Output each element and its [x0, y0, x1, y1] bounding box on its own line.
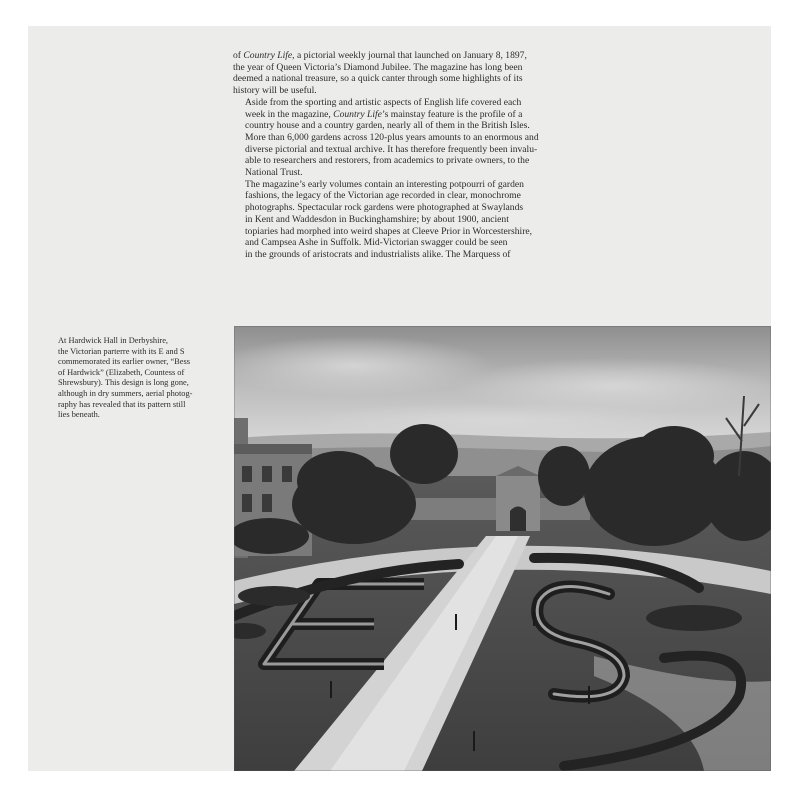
text-run: the year of Queen Victoria’s Diamond Jubilee. The magazine has long been [233, 61, 523, 73]
text-run: ’s mainstay feature is the profile of a [381, 108, 523, 120]
body-line [233, 167, 575, 179]
text-run: country house and a country garden, nearly all of them in the British Isles. [245, 120, 530, 132]
body-paragraph [233, 97, 575, 179]
body-paragraph [233, 50, 575, 97]
italic-title-run: Country Life [243, 50, 293, 61]
body-line [233, 73, 575, 85]
body-line [233, 62, 575, 74]
caption-line: Shrewsbury). This design is long gone, [58, 378, 189, 388]
caption-line: raphy has revealed that its pattern still [58, 399, 186, 409]
text-run: able to researchers and restorers, from academics to private owners, to the [245, 155, 530, 167]
body-line [233, 190, 575, 202]
italic-title-run: Country Life [333, 108, 382, 120]
body-line [233, 249, 575, 261]
caption-line: At Hardwick Hall in Derbyshire, [58, 336, 169, 345]
caption-line: commemorated its earlier owner, “Bess [58, 357, 190, 367]
text-run: photographs. Spectacular rock gardens were photographed at Swaylands [245, 202, 524, 214]
text-run: week in the magazine, [245, 108, 334, 120]
parterre-photo-graphic [234, 326, 771, 771]
body-line [233, 155, 575, 167]
body-line [233, 132, 575, 144]
text-run: , a pictorial weekly journal that launched on January 8, 1897, [292, 50, 527, 61]
body-line [233, 109, 575, 121]
body-line [233, 50, 575, 62]
caption-line: lies beneath. [58, 410, 100, 420]
text-run: and Campsea Ashe in Suffolk. Mid-Victorian swagger could be seen [245, 237, 508, 249]
text-run: fashions, the legacy of the Victorian age recorded in clear, monochrome [245, 190, 521, 202]
text-run: in the grounds of aristocrats and industrialists alike. The Marquess of [245, 248, 511, 260]
text-run: topiaries had morphed into weird shapes at Cleeve Prior in Worcestershire, [245, 225, 533, 237]
body-text [233, 50, 575, 261]
caption-line: the Victorian parterre with its E and S [58, 346, 185, 356]
hardwick-parterre-photo [234, 326, 771, 771]
text-run: The magazine’s early volumes contain an interesting potpourri of garden [245, 178, 524, 190]
text-run: Aside from the sporting and artistic aspects of English life covered each [245, 96, 522, 108]
text-run: history will be useful. [233, 85, 317, 97]
caption-line: of Hardwick” (Elizabeth, Countess of [58, 367, 185, 377]
caption-line: although in dry summers, aerial photog- [58, 388, 193, 398]
body-paragraph [233, 179, 575, 261]
text-run: National Trust. [245, 167, 303, 179]
text-run: deemed a national treasure, so a quick canter through some highlights of its [233, 73, 523, 85]
body-line [233, 144, 575, 156]
body-line [233, 179, 575, 191]
text-run: diverse pictorial and textual archive. It has therefore frequently been invalu- [245, 143, 538, 155]
body-line [233, 202, 575, 214]
text-run: in Kent and Waddesdon in Buckinghamshire; by about 1900, ancient [245, 213, 509, 225]
body-line [233, 237, 575, 249]
text-run: of [233, 50, 244, 61]
body-line [233, 120, 575, 132]
photo-caption [58, 336, 208, 421]
text-run: More than 6,000 gardens across 120-plus years amounts to an enormous and [245, 131, 539, 143]
body-line [233, 214, 575, 226]
body-line [233, 226, 575, 238]
book-page [28, 26, 771, 771]
body-line [233, 97, 575, 109]
body-line [233, 85, 575, 97]
